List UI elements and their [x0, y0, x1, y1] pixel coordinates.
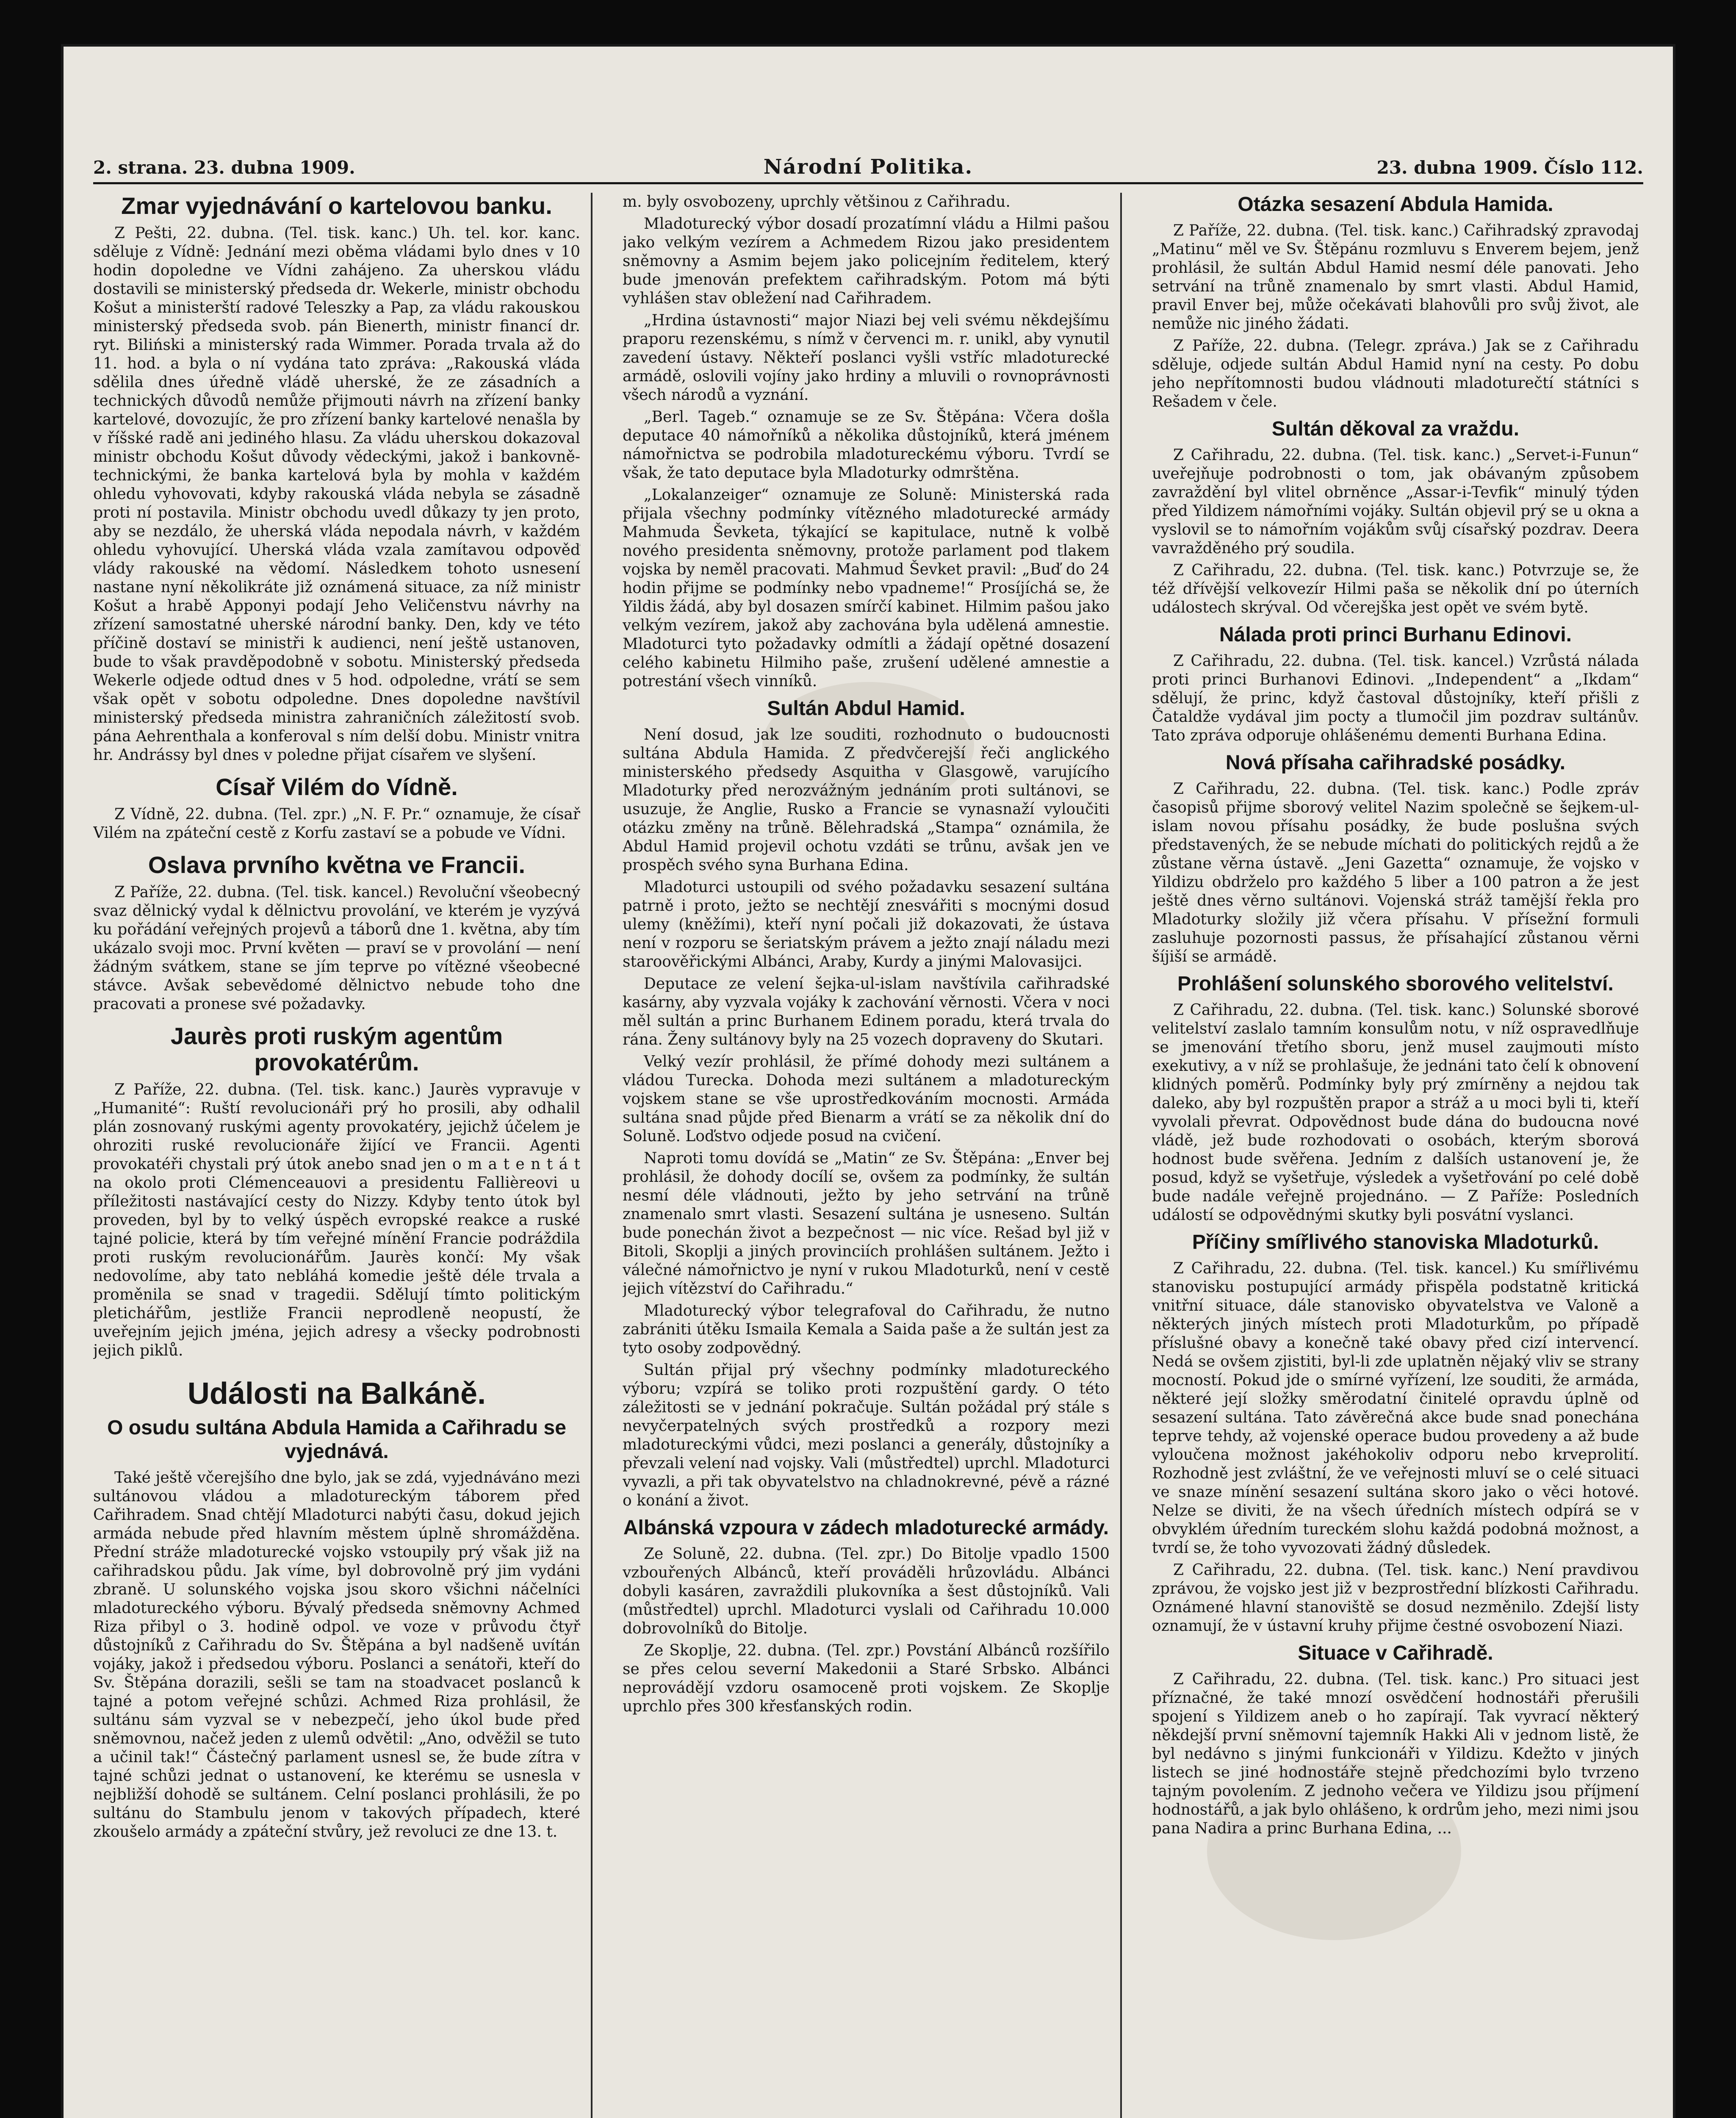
headline-albanska-vzpoura: Albánská vzpoura v zádech mladoturecké armády. — [623, 1516, 1109, 1539]
article-body: Z Cařihradu, 22. dubna. (Tel. tisk. kanc.) „Servet-i-Funun“ uveřejňuje podrobnosti o tom, jak obávaným způsobem zavraždění byl vlitel obrněnce „Assar-i-Tevfik“ minulý týden před Yildizem námořními vojáky. Sultán objevil prý se u okna a vyslovil se to námořním vojákům svůj císařský pozdrav. Deera vavražděného prý soudila. — [1152, 446, 1639, 557]
headline-oslava-kvetna: Oslava prvního května ve Francii. — [148, 851, 526, 878]
article-body: Mladoturci ustoupili od svého požadavku sesazení sultána patrně i proto, ježto se nechtějí znesvářiti s mocnými dosud ulemy (kněžími), kteří nyní počali již dokazovati, že ústava není v rozporu se šeriatským právem a ježto znají náladu mezi staroověřickými Albánci, Araby, Kurdy a jinými Malovasijci. — [623, 879, 1110, 970]
article-body: Z Paříže, 22. dubna. (Telegr. zpráva.) Jak se z Cařihradu sděluje, odjede sultán Abdul Hamid nyní na cesty. Po dobu jeho nepřítomnosti budou vládnouti mladoturečtí státníci s Rešadem v čele. — [1152, 337, 1639, 410]
header-issue-number: 23. dubna 1909. Číslo 112. — [1376, 157, 1643, 178]
article-body: Z Cařihradu, 22. dubna. (Tel. tisk. kancel.) Ku smířlivému stanovisku postupující armády přispěla podstatně kritická vnitřní situace, dále stanovisko obyvatelstva ve Valoně a některých jiných místech proti Mladoturkům, po případě příslušné obavy a konečně také obavy před cizí intervencí. Nedá se ovšem zjistiti, byl-li zde uplatněn nějaký vliv se strany mocností. Pokud jde o smírné vyřízení, lze souditi, že armáda, některé její složky směrodatní činitelé opravdu úplně od sesazení sultána. Tato závěrečná akce bude snad ponechána teprve tehdy, až vojenské operace budou provedeny a až bude vyloučena možnost jakéhokoliv odporu nebo krveprolití. Rozhodně jest zvláštní, že ve veřejnosti mluví se o celé situaci ve snaze mínění sesazení sultána skoro jako o věci hotové. Nelze se diviti, že na všech úředních místech odpírá se v obvyklém úředním tureckém slohu každá podobná možnost, a tvrdí se, že toho vyvozovati žádný důsledek. — [1152, 1260, 1639, 1557]
headline-osud-sultana: O osudu sultána Abdula Hamida a Cařihradu se vyjednává. — [107, 1417, 566, 1463]
article-body: Z Paříže, 22. dubna. (Tel. tisk. kanc.) Cařihradský zpravodaj „Matinu“ měl ve Sv. Štěpánu rozmluvu s Enverem bejem, jenž prohlásil, že sultán Abdul Hamid nesmí déle panovati. Jeho setrvání na trůně znamenalo by smrt vlasti. Abdul Hamid, pravil Enver bej, může očekávati blahovůli pro svůj život, ale nemůže nic jiného žádati. — [1152, 222, 1639, 333]
article-body: Z Cařihradu, 22. dubna. (Tel. tisk. kanc.) Potvrzuje se, že též dřívější velkovezír Hilmi paša se několik dní po úterních událostech skrýval. Od včerejška jest opět ve svém bytě. — [1152, 562, 1639, 616]
article-body: Z Paříže, 22. dubna. (Tel. tisk. kanc.) Jaurès vypravuje v „Humanité“: Ruští revolucionáři prý ho prosili, aby odhalil plán zosnovaný ruskými agenty provokatéry, jejichž účelem je ohroziti ruské revolucionáře žijící ve Francii. Agenti provokatéři chystali prý útok anebo snad jen o m a t e n t á t na okolo proti Clémenceauovi a presidentu Fallièreovi u příležitosti nastávající cesty do Nizzy. Kdyby tento útok byl proveden, byl by to velký úspěch evropské reakce a ruské tajné policie, která by tím veřejné mínění Francie podráždila proti ruským revolucionářům. Jaurès končí: My však nedovolíme, aby tato nebláhá komedie ještě déle trvala a proměnila se snad v tragedii. Sdělují tímto politickým pletichářům, jestliže Francii neprodleně neopustí, že uveřejním jejich jména, jejich adresy a všecky podrobnosti jejich piklů. — [93, 1081, 580, 1359]
header-page-date: 2. strana. 23. dubna 1909. — [93, 157, 355, 178]
column-3 — [1152, 193, 1639, 2118]
newspaper-page — [64, 47, 1673, 2118]
headline-priciny: Příčiny smířlivého stanoviska Mladoturků. — [1192, 1231, 1599, 1253]
article-body: „Lokalanzeiger“ oznamuje ze Soluně: Ministerská rada přijala všechny podmínky vítězného mladoturecké armády Mahmuda Ševketa, týkající se kapitulace, nutně k volbě nového presidenta sněmovny, protože parlament pod tlakem vojska by neměl pracovati. Mahmud Ševket pravil: „Buď do 24 hodin přijme se podmínky nebo vpadneme!“ Prosíjíchá se, že Yildis žádá, aby byl dosazen smírčí kabinet. Hilmim pašou jako velkým vezírem, jakož aby zachována byla udělená amnestie. Mladoturci tyto požadavky odmítli a žádají opětné dosazení celého kabinetu Hilmiho paše, zrušení udělené amnestie a potrestání všech vinníků. — [623, 486, 1110, 690]
article-body: Ze Skoplje, 22. dubna. (Tel. zpr.) Povstání Albánců rozšířilo se přes celou severní Makedonii a Staré Srbsko. Albánci neprovádějí vzdoru osamoceně proti vojskem. Ze Skoplje uprchlo přes 300 křesťanských rodin. — [623, 1642, 1110, 1715]
column-rule — [1120, 193, 1122, 2118]
article-body: Také ještě včerejšího dne bylo, jak se zdá, vyjednáváno mezi sultánovou vládou a mladotureckým táborem před Cařihradem. Snad chtějí Mladoturci nabýti času, dokud jejich armáda nebude před hlavním městem úplně shromážděna. Přední stráže mladoturecké vojsko vstoupily prý však již na cařihradskou půdu. Jak víme, byl dobrovolně prý jim vydáni zbraně. U solunského vojska jsou skoro všichni náčelníci mladotureckého výboru. Bývalý předseda sněmovny Achmed Riza přibyl o 3. hodině odpol. ve voze v průvodu čtyř důstojníků z Cařihradu do Sv. Štěpána a byl nadšeně uvítán vojáky, jakož i předsedou výboru. Poslanci a senátoři, kteří do Sv. Štěpána dorazili, sešli se tam na stoadvacet poslanců k tajné a potom veřejné schůzi. Achmed Riza prohlásil, že sultánu sám vyzval se v nebezpečí, jeho úkol bude před sněmovnou, načež jeden z ulemů odvětil: „Ano, odvěžil se tuto a učinil tak!“ Částečný parlament usnesl se, že bude zítra v tajné schůzi jednat o ustanovení, ke kterému se usnesla v nejbližší dohodě se sultánem. Celní poslanci prohlásili, že po sultánu do Stambulu jenom v takových případech, které zkoušelo armády a zpáteční stvůry, jež revoluci ze dne 13. t. — [93, 1469, 580, 1841]
article-body: Velký vezír prohlásil, že přímé dohody mezi sultánem a vládou Turecka. Dohoda mezi sultánem a mladotureckým vojskem stane se vše uprostředkováním mocnosti. Armáda sultána snad půjde před Bienarm a vrátí se za několik dní do Soluně. Loďstvo odjede posud na cvičení. — [623, 1053, 1110, 1145]
headline-situace: Situace v Cařihradě. — [1298, 1642, 1493, 1664]
headline-kartelova-banka: Zmar vyjednávání o kartelovou banku. — [121, 193, 552, 219]
article-body: Z Pešti, 22. dubna. (Tel. tisk. kanc.) Uh. tel. kor. kanc. sděluje z Vídně: Jednání mezi oběma vládami bylo dnes v 10 hodin dopoledne ve Vídni zahájeno. Za uherskou vládu dostavili se ministerský předseda dr. Wekerle, ministr obchodu Košut a ministerští radové Teleszky a Pap, za vládu rakouskou ministerský předseda svob. pán Bienerth, ministr financí dr. ryt. Biliński a ministerský rada Wimmer. Porada trvala až do 11. hod. a byla o ní vydána tato zpráva: „Rakouská vláda sdělila dnes úředně vládě uherské, že ze zásadních a technických důvodů nemůže přijmouti návrh na zřízení banky kartelové, dovozujíc, že pro zřízení banky kartelové nenašla by v říšské radě ani jediného hlasu. Za vládu uherskou dokazoval ministr obchodu Košut důvody vědeckými, jakož i bankovně-technickými, že banka kartelová byla by mohla v každém ohledu vyhovovati, kdyby rakouská vláda nebyla se zásadně proti ní postavila. Ministr obchodu uvedl důkazy ty jen proto, aby se nezdálo, že uherská vláda nepodala návrh, v každém ohledu vyhovující. Uherská vláda vzala zamítavou odpověď vlády rakouské na vědomí. Následkem tohoto usnesení nastane nyní několikráte již oznámená situace, za níž ministr Košut a hrabě Apponyi podají Jeho Veličenstvu návrhy na zřízení samostatné uherské národní banky. Den, kdy ve této příčině dostaví se ministři k audienci, není ještě ustanoven, bude to však pravděpodobně v sobotu. Ministerský předseda Wekerle odjede odtud dnes v 5 hod. odpoledne, vrátí se sem však opět v sobotu odpoledne. Dnes dopoledne navštívil ministerský předseda ministra zahraničních záležitostí svob. pána Aehrenthala a konferoval s ním delší dobu. Ministr vnitra hr. Andrássy byl dnes v poledne přijat císařem ve slyšení. — [93, 225, 580, 764]
article-body: Z Cařihradu, 22. dubna. (Tel. tisk. kanc.) Pro situaci jest příznačné, že také mnozí osvědčení hodnostáři přerušili spojení s Yildizem aneb o ho zapírají. Tak vyvrací některý někdejší první sněmovní tajemník Hakki Ali v jednom listě, že byl nedávno s jinými funkcionáři v Yildizu. Kdežto v jiných listech se jiné hodnostáře stejně předchozími bylo tvrzeno tajným povolením. Z jednoho večera ve Yildizu jsou příjmení hodnostářů, a jak bylo ohlášeno, k ordrům jeho, mezi nimi jsou pana Nadira a princ Burhana Edina, ... — [1152, 1671, 1639, 1837]
headline-sultan-dekoval: Sultán děkoval za vraždu. — [1271, 418, 1520, 440]
article-body: Z Cařihradu, 22. dubna. (Tel. tisk. kancel.) Vzrůstá nálada proti princi Burhanovi Edinovi. „Independent“ a „Ikdam“ sdělují, že princ, když častoval důstojníky, kteří přišli z Čataldže vydával jim pocty a tlumočil jim pozdrav sultánův. Tato zpráva odporuje ohlášenému dementi Burhana Edina. — [1152, 652, 1639, 744]
column-1 — [93, 193, 580, 2118]
section-headline-balkan: Události na Balkáně. — [187, 1377, 486, 1411]
headline-prohlaseni: Prohlášení solunského sborového velitelství. — [1177, 973, 1614, 995]
article-body: Z Cařihradu, 22. dubna. (Tel. tisk. kanc.) Není pravdivou zprávou, že vojsko jest již v bezprostřední blízkosti Cařihradu. Oznámené hlavní stanoviště se dosud nezměnilo. Zdejší listy oznamují, že v ústavní kruhy přijme čestné osvobození Niazi. — [1152, 1561, 1639, 1635]
article-body: Z Cařihradu, 22. dubna. (Tel. tisk. kanc.) Solunské sborové velitelství zaslalo tamním konsulům notu, v níž ospravedlňuje se jmenování třetího sboru, jenž musel zaujmouti místo exekutivy, a v níž se prohlašuje, že jednáni tato čelí k obnovení klidných poměrů. Podmínky byly prý zmírněny a nejdou tak daleko, aby byl rozpuštěn prapor a stráž a u moci byli ti, kteří vyvolali převrat. Odpovědnost bude dána do budoucna nové vládě, jež bude rozhodovati o osobách, kterým sborová hodnost bude svěřena. Jedním z dalších ustanovení je, že posud, když se vyšetřuje, výsledek a vyšetřování po celé době bude nadále veřejně projednáno. — Z Paříže: Posledních událostí se odpovědnými skutky byli posvátní vyslanci. — [1152, 1001, 1639, 1224]
headline-sesazeni: Otázka sesazení Abdula Hamida. — [1238, 193, 1553, 216]
column-rule — [591, 193, 593, 2118]
headline-nalada: Nálada proti princi Burhanu Edinovi. — [1219, 624, 1572, 646]
column-2 — [623, 193, 1110, 2118]
article-body: m. byly osvobozeny, uprchly většinou z Cařihradu. — [623, 193, 1011, 211]
article-body: „Berl. Tageb.“ oznamuje se ze Sv. Štěpána: Včera došla deputace 40 námořníků a několika důstojníků, která jménem námořnictva se podrobila mladotureckému výboru. Tvrdí se však, že tato deputace byla Mladoturky odmrštěna. — [623, 408, 1110, 482]
article-body: Z Vídně, 22. dubna. (Tel. zpr.) „N. F. Pr.“ oznamuje, že císař Vilém na zpáteční cestě z Korfu zastaví se a pobude ve Vídni. — [93, 806, 580, 842]
article-body: Ze Soluně, 22. dubna. (Tel. zpr.) Do Bitolje vpadlo 1500 vzbouřených Albánců, kteří prováděli hrůzovládu. Albánci dobyli kasáren, zavraždili plukovníka a šest důstojníků. Vali (můstředtel) uprchl. Mladoturci vyslali od Cařihradu 10.000 dobrovolníků do Bitolje. — [623, 1545, 1110, 1637]
page-header — [93, 152, 1643, 184]
headline-prisaha: Nová přísaha cařihradské posádky. — [1225, 751, 1566, 774]
article-body: Z Cařihradu, 22. dubna. (Tel. tisk. kanc.) Podle zpráv časopisů přijme sborový velitel Nazim společně se šejkem-ul-islam novou přísahu posádky, že bude poslušna svých představených, že se nebude míchati do politických rejdů a že zůstane věrna ústavě. „Jeni Gazetta“ oznamuje, že vojsko v Yildizu obdrželo pro každého 5 liber a 100 patron a že jest ještě dnes věrno sultánovi. Vojenská stráž tamější řekla pro Mladoturky složily již včera přísahu. V přísežní formuli zasluhuje pozornosti passus, že přísahající zůstanou věrni šíjiší se armádě. — [1152, 780, 1639, 965]
article-body: Sultán přijal prý všechny podmínky mladotureckého výboru; vzpírá se toliko proti rozpuštění gardy. O této záležitosti se v jednání pokračuje. Sultán požádal prý stále s nevyčerpatelných svých prostředků a rozpory mezi mladotureckými vůdci, mezi poslanci a generály, důstojníky a převzali velení nad vojsky. Vali (můstředtel) uprchl. Mladoturci vyvazli, a při tak obyvatelstvo na chladnokrevné, pévě a rázné o konání a život. — [623, 1361, 1110, 1509]
headline-sultan-abdul-hamid: Sultán Abdul Hamid. — [767, 697, 965, 720]
article-body: Není dosud, jak lze souditi, rozhodnuto o budoucnosti sultána Abdula Hamida. Z předvčerejší řeči anglického ministerského předsedy Asquitha v Glasgowě, varujícího Mladoturky před nerozvážným jednáním proti sultánovi, se usuzuje, že Anglie, Rusko a Francie se vynasnaží vyloučiti otázku změny na trůně. Bělehradská „Stampa“ oznámila, že Abdul Hamid projevil ochotu vzdáti se trůnu, avšak jen ve prospěch svého syna Burhana Edina. — [623, 726, 1110, 874]
masthead-title: Národní Politika. — [763, 155, 973, 179]
article-body: „Hrdina ústavnosti“ major Niazi bej veli svému někdejšímu praporu rezenskému, s nímž v červenci m. r. unikl, aby vynutil zavedení ústavy. Někteří poslanci vyšli vstříc mladoturecké armádě, oslovili vojíny jako hrdiny a mluvili o rovnoprávnosti všech národů a vyznání. — [623, 312, 1110, 404]
article-body: Deputace ze velení šejka-ul-islam navštívila cařihradské kasárny, aby vyzvala vojáky k zachování věrnosti. Včera v noci měl sultán a princ Burhanem Edinem poradu, která trvala do rána. Ženy sultánovy byly na 25 vozech dopraveny do Skutari. — [623, 975, 1110, 1048]
article-body: Naproti tomu dovídá se „Matin“ ze Sv. Štěpána: „Enver bej prohlásil, že dohody docílí se, ovšem za podmínky, že sultán nesmí déle vládnouti, ježto by jeho setrvání na trůně znamenalo smrt vlasti. Sesazení sultána je usneseno. Sultán bude ponechán život a bezpečnost — nic více. Rešad byl již v Bitoli, Skoplji a jiných provinciích prohlášen sultánem. Ježto i válečné námořnictvo je nyní v rukou Mladoturků, není v cestě jejich vítězství do Cařihradu.“ — [623, 1150, 1110, 1297]
article-body: Mladoturecký výbor telegrafoval do Cařihradu, že nutno zabrániti útěku Ismaila Kemala a Saida paše a že sultán jest za tyto osoby zodpovědný. — [623, 1302, 1110, 1357]
article-body: Mladoturecký výbor dosadí prozatímní vládu a Hilmi pašou jako velkým vezírem a Achmedem Rizou jako presidentem sněmovny a Asmim bejem jako policejním ředitelem, který bude jmenován prefektem cařihradským. Potom má býti vyhlášen stav obležení nad Cařihradem. — [623, 215, 1110, 307]
article-body: Z Paříže, 22. dubna. (Tel. tisk. kancel.) Revoluční všeobecný svaz dělnický vydal k dělnictvu provolání, ve kterém je vyzývá ku pořádání veřejných projevů a táborů dne 1. května, aby tím ukázalo svoji moc. První květen — praví se v provolání — není žádným svátkem, stane se jím teprve po vítězné všeobecné stávce. Avšak sebevědomé dělnictvo nebude toho dne pracovati a pronese své požadavky. — [93, 884, 580, 1013]
headline-cisar-vilem: Císař Vilém do Vídně. — [216, 773, 458, 800]
headline-jaures: Jaurès proti ruským agentům provokatérům. — [170, 1023, 503, 1076]
